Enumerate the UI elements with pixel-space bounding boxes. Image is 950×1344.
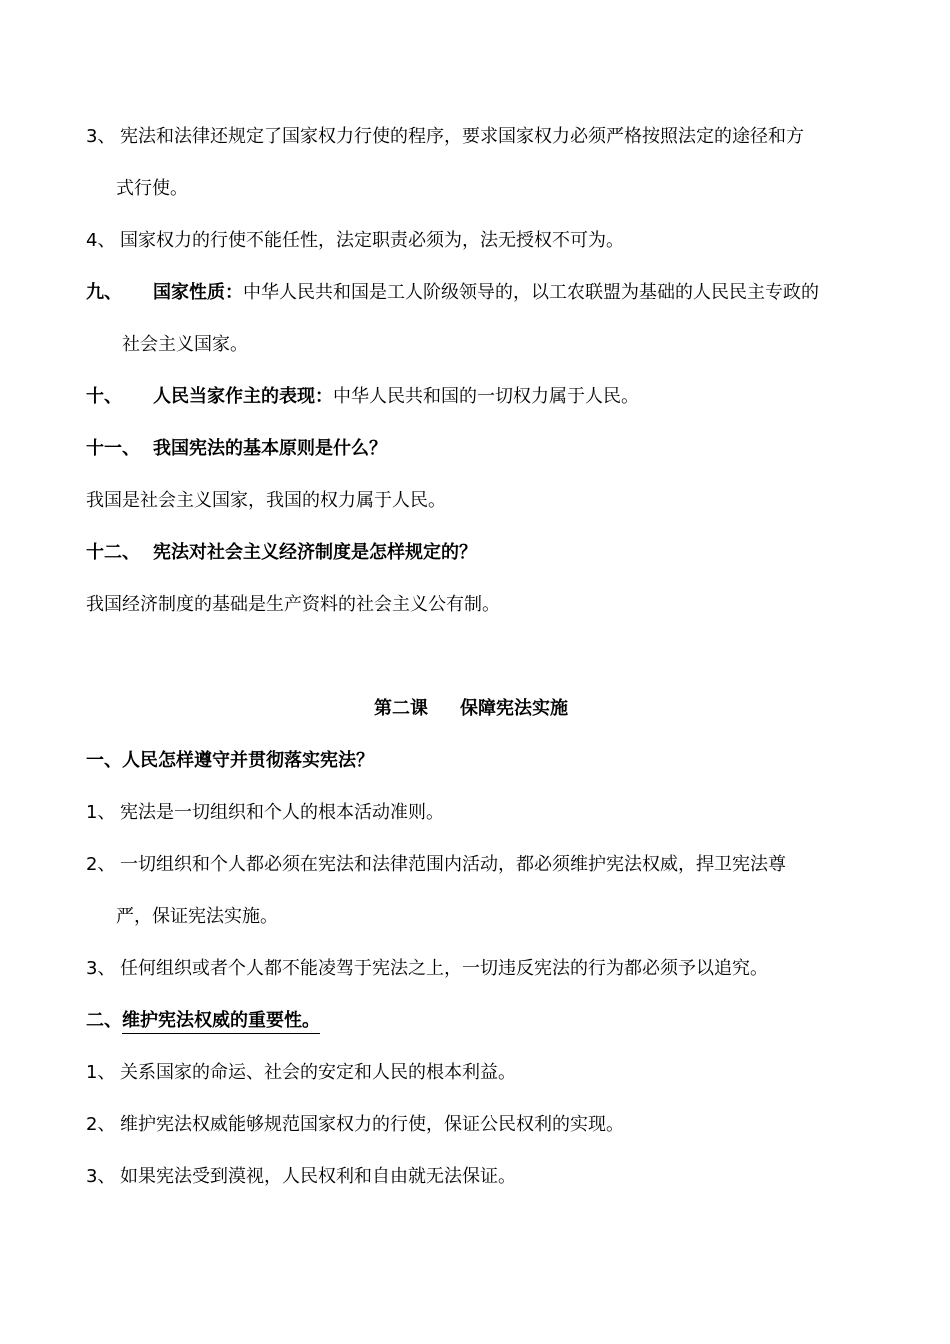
- item-text: 维护宪法权威能够规范国家权力的行使，保证公民权利的实现。: [120, 1114, 624, 1135]
- answer-eleven: 我国是社会主义国家，我国的权力属于人民。: [86, 490, 446, 511]
- lesson-number: 第二课: [374, 698, 428, 719]
- item-text: 宪法和法律还规定了国家权力行使的程序，要求国家权力必须严格按照法定的途径和方: [120, 126, 804, 147]
- list-item: [86, 1165, 516, 1189]
- heading-number: 九、: [86, 282, 122, 303]
- list-item-continuation: 严，保证宪法实施。: [116, 906, 278, 927]
- item-text: 任何组织或者个人都不能凌驾于宪法之上，一切违反宪法的行为都必须予以追究。: [120, 958, 768, 979]
- item-text: 国家权力的行使不能任性，法定职责必须为，法无授权不可为。: [120, 230, 624, 251]
- item-number: 3、: [86, 958, 116, 979]
- item-text: 一切组织和个人都必须在宪法和法律范围内活动，都必须维护宪法权威，捍卫宪法尊: [120, 854, 786, 875]
- heading-title: 人民当家作主的表现：: [153, 386, 333, 407]
- heading-ten: [86, 385, 639, 409]
- heading-nine-continuation: 社会主义国家。: [122, 334, 248, 355]
- answer-twelve: 我国经济制度的基础是生产资料的社会主义公有制。: [86, 594, 500, 615]
- item-text: 关系国家的命运、社会的安定和人民的根本利益。: [120, 1062, 516, 1083]
- heading-text: 中华人民共和国的一切权力属于人民。: [333, 386, 639, 407]
- question-one-title: 一、人民怎样遵守并贯彻落实宪法？: [86, 750, 374, 771]
- heading-title: 国家性质：: [153, 282, 243, 303]
- item-number: 1、: [86, 802, 116, 823]
- heading-title: 宪法对社会主义经济制度是怎样规定的？: [153, 542, 477, 563]
- question-two-title: [86, 1009, 320, 1033]
- list-item-3: [86, 125, 804, 149]
- heading-twelve: [86, 541, 477, 565]
- list-item: [86, 801, 444, 825]
- list-item: [86, 853, 786, 877]
- question-two-prefix: 二、: [86, 1010, 122, 1031]
- item-number: 3、: [86, 126, 116, 147]
- item-number: 3、: [86, 1166, 116, 1187]
- question-two-underlined-title: 维护宪法权威的重要性。: [122, 1010, 320, 1034]
- item-number: 4、: [86, 230, 116, 251]
- item-text: 如果宪法受到漠视，人民权利和自由就无法保证。: [120, 1166, 516, 1187]
- heading-eleven: [86, 437, 387, 461]
- lesson-name: 保障宪法实施: [460, 698, 568, 719]
- list-item: [86, 1061, 516, 1085]
- heading-title: 我国宪法的基本原则是什么？: [153, 438, 387, 459]
- list-item-3-continuation: 式行使。: [116, 178, 188, 199]
- heading-number: 十、: [86, 386, 122, 407]
- item-number: 2、: [86, 1114, 116, 1135]
- item-text: 宪法是一切组织和个人的根本活动准则。: [120, 802, 444, 823]
- heading-nine: [86, 281, 819, 305]
- list-item-4: [86, 229, 624, 253]
- item-number: 2、: [86, 854, 116, 875]
- heading-text: 中华人民共和国是工人阶级领导的，以工农联盟为基础的人民民主专政的: [243, 282, 819, 303]
- heading-number: 十二、: [86, 542, 140, 563]
- list-item: [86, 957, 768, 981]
- lesson-title: [374, 697, 568, 721]
- item-number: 1、: [86, 1062, 116, 1083]
- heading-number: 十一、: [86, 438, 140, 459]
- list-item: [86, 1113, 624, 1137]
